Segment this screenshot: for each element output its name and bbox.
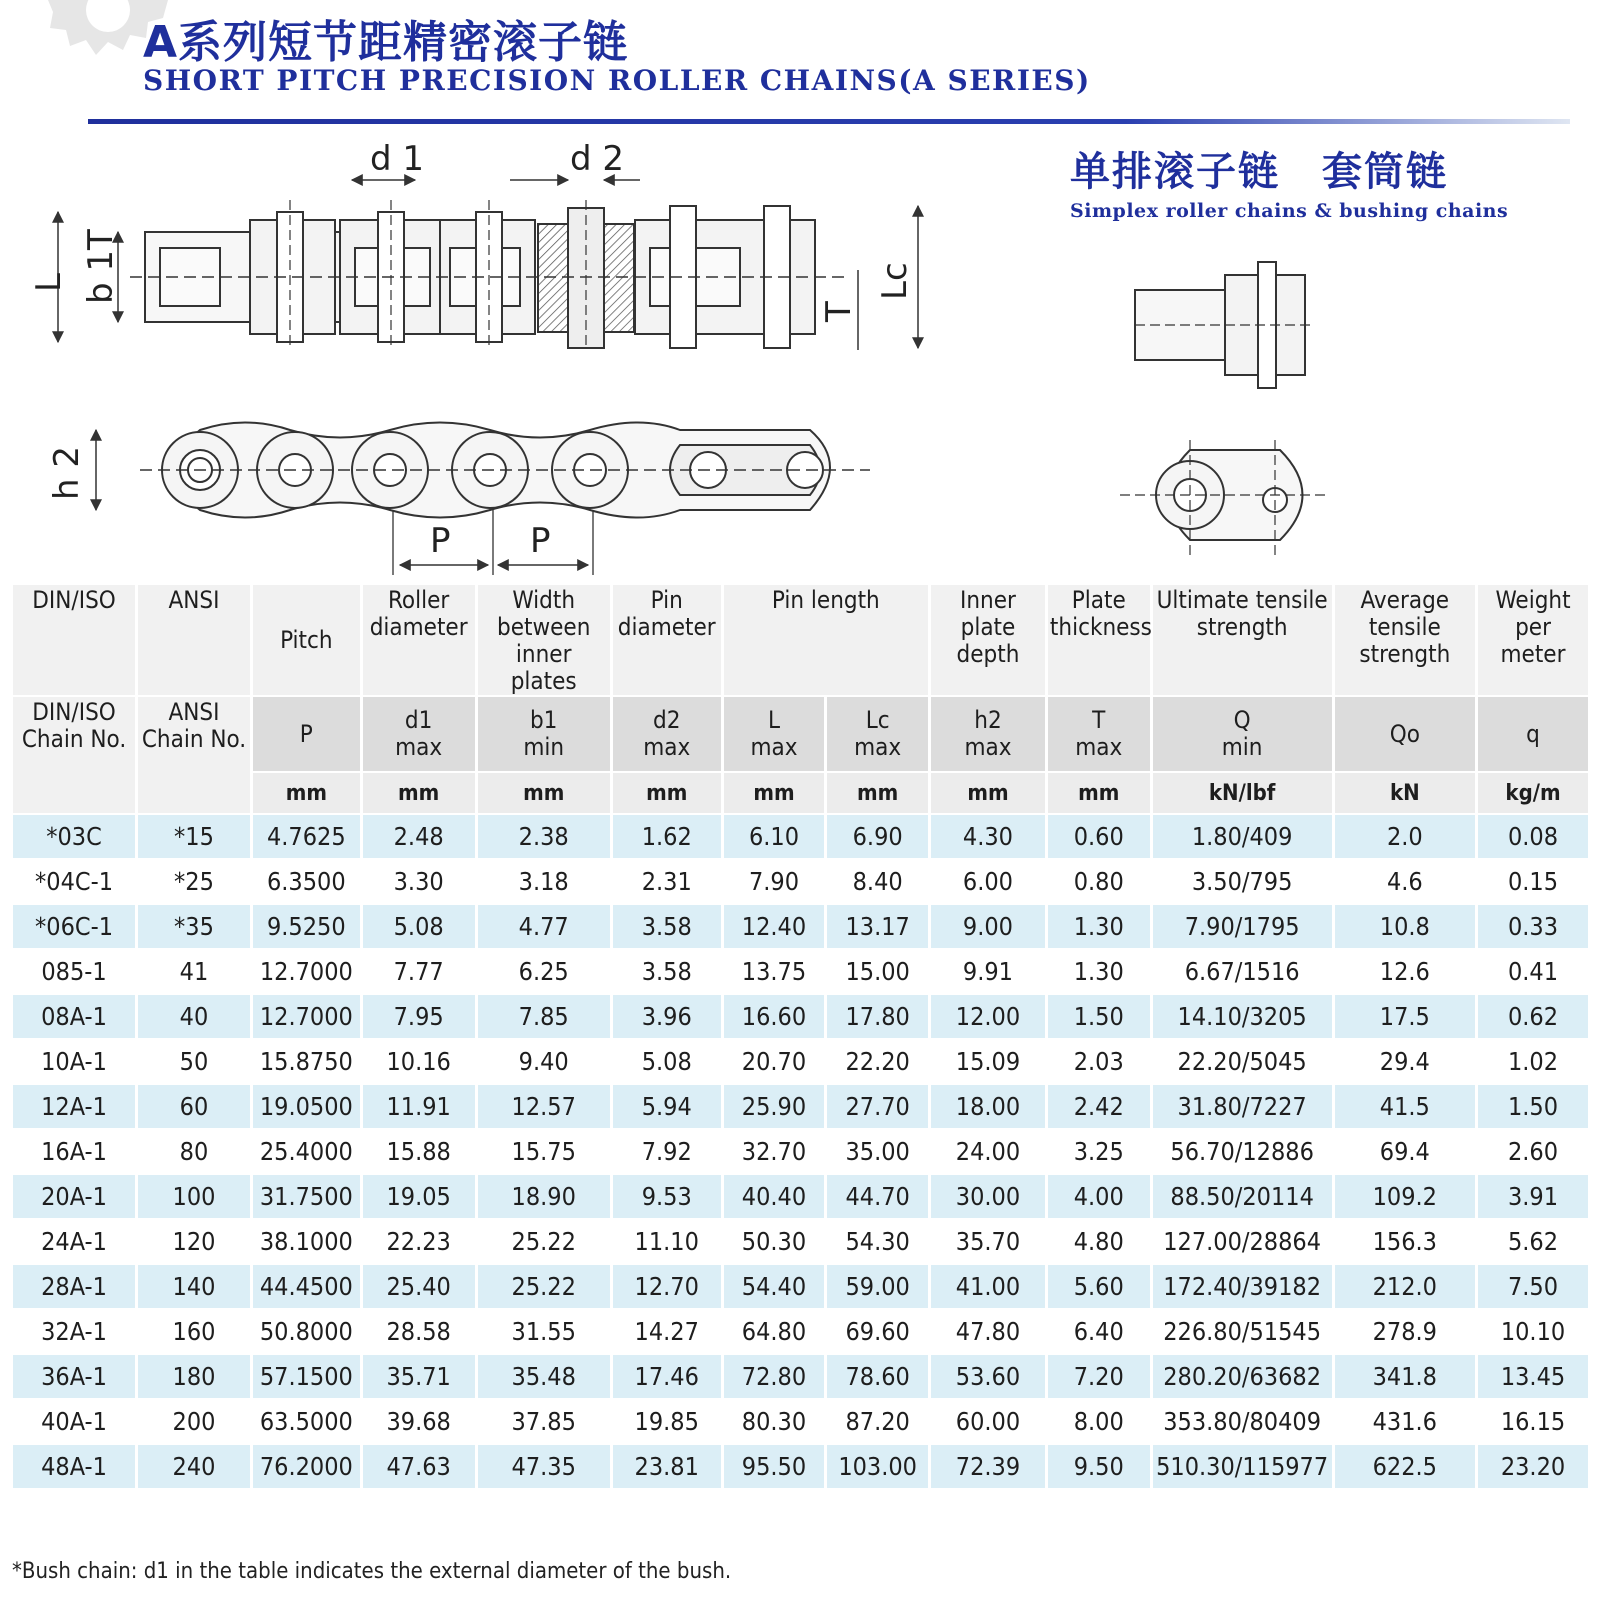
table-row <box>13 815 1588 858</box>
table-cell: 8.00 <box>1048 1400 1150 1443</box>
table-cell: 180 <box>138 1355 250 1398</box>
table-cell: 431.6 <box>1335 1400 1475 1443</box>
unit-cell: mm <box>827 773 928 813</box>
table-cell: 7.20 <box>1048 1355 1150 1398</box>
symbol-b1: b1 min <box>478 697 610 771</box>
table-cell: 5.62 <box>1478 1220 1588 1263</box>
label-L: L <box>29 273 69 292</box>
table-cell: 50 <box>138 1040 250 1083</box>
table-row <box>13 1400 1588 1443</box>
table-cell: 25.40 <box>363 1265 475 1308</box>
symbol-p: P <box>253 697 360 771</box>
table-cell: 23.81 <box>613 1445 721 1488</box>
table-cell: 32A-1 <box>13 1310 135 1353</box>
table-cell: 7.85 <box>478 995 610 1038</box>
header-pin-length: Pin length <box>724 585 928 695</box>
header-roller-diameter: Roller diameter <box>363 585 475 695</box>
table-cell: 278.9 <box>1335 1310 1475 1353</box>
table-cell: 9.5250 <box>253 905 360 948</box>
table-cell: 0.60 <box>1048 815 1150 858</box>
table-cell: 6.25 <box>478 950 610 993</box>
table-cell: 240 <box>138 1445 250 1488</box>
table-cell: 35.00 <box>827 1130 928 1173</box>
table-cell: 36A-1 <box>13 1355 135 1398</box>
table-cell: 25.22 <box>478 1265 610 1308</box>
table-cell: 9.40 <box>478 1040 610 1083</box>
table-cell: 7.90 <box>724 860 825 903</box>
table-cell: 47.35 <box>478 1445 610 1488</box>
table-cell: 40.40 <box>724 1175 825 1218</box>
table-cell: 87.20 <box>827 1400 928 1443</box>
table-row <box>13 905 1588 948</box>
table-cell: 19.85 <box>613 1400 721 1443</box>
header-pitch: Pitch <box>253 585 360 695</box>
symbol-Q: Q min <box>1153 697 1332 771</box>
table-cell: 18.90 <box>478 1175 610 1218</box>
header-row-names <box>13 585 1588 695</box>
table-row <box>13 995 1588 1038</box>
table-cell: 1.02 <box>1478 1040 1588 1083</box>
unit-cell: kN/lbf <box>1153 773 1332 813</box>
label-P-2: P <box>530 521 551 561</box>
unit-cell: mm <box>1048 773 1150 813</box>
table-cell: 5.08 <box>363 905 475 948</box>
table-cell: 9.00 <box>931 905 1045 948</box>
table-cell: 40A-1 <box>13 1400 135 1443</box>
unit-cell: mm <box>253 773 360 813</box>
table-cell: 48A-1 <box>13 1445 135 1488</box>
table-cell: 25.90 <box>724 1085 825 1128</box>
table-cell: 0.62 <box>1478 995 1588 1038</box>
table-cell: 41.00 <box>931 1265 1045 1308</box>
table-cell: 29.4 <box>1335 1040 1475 1083</box>
header-din-iso: DIN/ISO <box>13 585 135 695</box>
table-cell: 6.3500 <box>253 860 360 903</box>
label-h2: h 2 <box>47 446 87 500</box>
table-cell: 38.1000 <box>253 1220 360 1263</box>
symbol-d1: d1 max <box>363 697 475 771</box>
table-cell: 8.40 <box>827 860 928 903</box>
table-cell: 341.8 <box>1335 1355 1475 1398</box>
table-cell: 6.10 <box>724 815 825 858</box>
table-cell: 0.15 <box>1478 860 1588 903</box>
chain-spec-table <box>10 583 1591 1490</box>
table-cell: 5.08 <box>613 1040 721 1083</box>
table-cell: 1.30 <box>1048 950 1150 993</box>
table-cell: 41.5 <box>1335 1085 1475 1128</box>
page-title: A系列短节距精密滚子链 <box>143 17 629 68</box>
table-cell: 69.4 <box>1335 1130 1475 1173</box>
table-cell: 88.50/20114 <box>1153 1175 1332 1218</box>
table-cell: 2.60 <box>1478 1130 1588 1173</box>
page-title-english: SHORT PITCH PRECISION ROLLER CHAINS(A SERIES) <box>143 64 1091 97</box>
table-cell: 10.16 <box>363 1040 475 1083</box>
table-cell: 3.50/795 <box>1153 860 1332 903</box>
symbol-q: q <box>1478 697 1588 771</box>
table-cell: 9.53 <box>613 1175 721 1218</box>
table-cell: 212.0 <box>1335 1265 1475 1308</box>
symbol-d2: d2 max <box>613 697 721 771</box>
table-cell: 32.70 <box>724 1130 825 1173</box>
header-ultimate-tensile: Ultimate tensile strength <box>1153 585 1332 695</box>
table-cell: 54.30 <box>827 1220 928 1263</box>
table-cell: 31.55 <box>478 1310 610 1353</box>
table-cell: 280.20/63682 <box>1153 1355 1332 1398</box>
table-cell: 17.46 <box>613 1355 721 1398</box>
table-cell: 19.05 <box>363 1175 475 1218</box>
table-cell: 12.40 <box>724 905 825 948</box>
table-cell: 25.4000 <box>253 1130 360 1173</box>
table-cell: 20.70 <box>724 1040 825 1083</box>
table-cell: 63.5000 <box>253 1400 360 1443</box>
table-cell: 10.10 <box>1478 1310 1588 1353</box>
table-row <box>13 860 1588 903</box>
table-cell: 4.30 <box>931 815 1045 858</box>
table-cell: 53.60 <box>931 1355 1045 1398</box>
table-cell: 16A-1 <box>13 1130 135 1173</box>
table-cell: 80 <box>138 1130 250 1173</box>
table-cell: 7.77 <box>363 950 475 993</box>
table-cell: 120 <box>138 1220 250 1263</box>
table-cell: 13.75 <box>724 950 825 993</box>
section-subtitle-english: Simplex roller chains & bushing chains <box>1070 200 1509 222</box>
table-cell: 12.70 <box>613 1265 721 1308</box>
table-cell: 140 <box>138 1265 250 1308</box>
table-cell: 39.68 <box>363 1400 475 1443</box>
table-row <box>13 1265 1588 1308</box>
table-cell: 10.8 <box>1335 905 1475 948</box>
table-cell: 23.20 <box>1478 1445 1588 1488</box>
table-cell: 35.48 <box>478 1355 610 1398</box>
table-cell: 6.40 <box>1048 1310 1150 1353</box>
table-row <box>13 1175 1588 1218</box>
table-cell: 44.70 <box>827 1175 928 1218</box>
table-cell: 7.50 <box>1478 1265 1588 1308</box>
table-cell: 622.5 <box>1335 1445 1475 1488</box>
table-cell: 0.08 <box>1478 815 1588 858</box>
table-cell: 08A-1 <box>13 995 135 1038</box>
label-b1: b 1 <box>81 249 121 304</box>
table-cell: 2.31 <box>613 860 721 903</box>
header-average-tensile: Average tensile strength <box>1335 585 1475 695</box>
table-cell: 17.5 <box>1335 995 1475 1038</box>
header-pin-diameter: Pin diameter <box>613 585 721 695</box>
table-cell: 17.80 <box>827 995 928 1038</box>
table-cell: 7.92 <box>613 1130 721 1173</box>
table-cell: 19.0500 <box>253 1085 360 1128</box>
table-cell: 25.22 <box>478 1220 610 1263</box>
table-cell: *15 <box>138 815 250 858</box>
table-cell: 1.62 <box>613 815 721 858</box>
table-cell: 15.8750 <box>253 1040 360 1083</box>
table-cell: 76.2000 <box>253 1445 360 1488</box>
table-row <box>13 1220 1588 1263</box>
table-cell: 3.58 <box>613 905 721 948</box>
table-row <box>13 1130 1588 1173</box>
table-cell: 57.1500 <box>253 1355 360 1398</box>
table-cell: 12.7000 <box>253 995 360 1038</box>
table-cell: 15.88 <box>363 1130 475 1173</box>
table-body <box>13 815 1588 1488</box>
table-cell: 160 <box>138 1310 250 1353</box>
table-cell: 11.10 <box>613 1220 721 1263</box>
table-cell: 9.91 <box>931 950 1045 993</box>
unit-cell: mm <box>363 773 475 813</box>
table-cell: 72.39 <box>931 1445 1045 1488</box>
header-ansi: ANSI <box>138 585 250 695</box>
table-cell: 6.90 <box>827 815 928 858</box>
table-row <box>13 1085 1588 1128</box>
table-cell: 1.80/409 <box>1153 815 1332 858</box>
table-cell: 0.41 <box>1478 950 1588 993</box>
table-cell: 085-1 <box>13 950 135 993</box>
table-cell: 50.30 <box>724 1220 825 1263</box>
table-cell: 41 <box>138 950 250 993</box>
table-cell: 200 <box>138 1400 250 1443</box>
table-cell: 30.00 <box>931 1175 1045 1218</box>
table-row <box>13 950 1588 993</box>
label-d1: d 1 <box>370 139 425 179</box>
header-ansi-chain-no: ANSI Chain No. <box>138 697 250 813</box>
section-subtitle: 单排滚子链 套筒链 <box>1070 149 1448 195</box>
table-cell: 12.00 <box>931 995 1045 1038</box>
symbol-Lc: Lc max <box>827 697 928 771</box>
unit-cell: mm <box>931 773 1045 813</box>
table-cell: 14.10/3205 <box>1153 995 1332 1038</box>
table-cell: 5.60 <box>1048 1265 1150 1308</box>
table-cell: 103.00 <box>827 1445 928 1488</box>
unit-cell: mm <box>478 773 610 813</box>
header-width-between: Width between inner plates <box>478 585 610 695</box>
table-cell: 3.30 <box>363 860 475 903</box>
table-row <box>13 1445 1588 1488</box>
table-cell: 27.70 <box>827 1085 928 1128</box>
table-cell: 4.00 <box>1048 1175 1150 1218</box>
table-cell: *04C-1 <box>13 860 135 903</box>
table-row <box>13 1310 1588 1353</box>
label-T-left: T <box>81 229 121 250</box>
title-divider <box>88 119 1570 124</box>
unit-cell: mm <box>613 773 721 813</box>
chain-technical-drawing <box>0 130 1601 580</box>
table-cell: 35.71 <box>363 1355 475 1398</box>
symbol-L: L max <box>724 697 825 771</box>
table-cell: 510.30/115977 <box>1153 1445 1332 1488</box>
table-cell: *35 <box>138 905 250 948</box>
table-cell: 15.75 <box>478 1130 610 1173</box>
table-cell: 1.50 <box>1048 995 1150 1038</box>
label-T-right: T <box>819 301 859 322</box>
unit-cell: mm <box>724 773 825 813</box>
table-cell: 15.09 <box>931 1040 1045 1083</box>
label-d2: d 2 <box>570 139 625 179</box>
table-cell: 80.30 <box>724 1400 825 1443</box>
table-cell: 4.7625 <box>253 815 360 858</box>
table-cell: 69.60 <box>827 1310 928 1353</box>
table-cell: 14.27 <box>613 1310 721 1353</box>
table-cell: 7.90/1795 <box>1153 905 1332 948</box>
table-cell: 1.50 <box>1478 1085 1588 1128</box>
table-cell: 60 <box>138 1085 250 1128</box>
footnote: *Bush chain: d1 in the table indicates the external diameter of the bush. <box>12 1559 732 1584</box>
table-cell: 64.80 <box>724 1310 825 1353</box>
table-cell: 11.91 <box>363 1085 475 1128</box>
table-cell: 95.50 <box>724 1445 825 1488</box>
table-cell: 13.17 <box>827 905 928 948</box>
table-cell: 24A-1 <box>13 1220 135 1263</box>
table-cell: 3.58 <box>613 950 721 993</box>
table-cell: 44.4500 <box>253 1265 360 1308</box>
header-weight-per-meter: Weight per meter <box>1478 585 1588 695</box>
unit-cell: kg/m <box>1478 773 1588 813</box>
table-cell: 16.15 <box>1478 1400 1588 1443</box>
table-cell: 9.50 <box>1048 1445 1150 1488</box>
table-cell: 10A-1 <box>13 1040 135 1083</box>
table-cell: 156.3 <box>1335 1220 1475 1263</box>
table-cell: 28A-1 <box>13 1265 135 1308</box>
table-cell: 60.00 <box>931 1400 1045 1443</box>
table-cell: 12.57 <box>478 1085 610 1128</box>
table-row <box>13 1355 1588 1398</box>
table-cell: *06C-1 <box>13 905 135 948</box>
table-cell: 12.7000 <box>253 950 360 993</box>
table-cell: 12A-1 <box>13 1085 135 1128</box>
table-cell: 3.25 <box>1048 1130 1150 1173</box>
symbol-Q0: Qo <box>1335 697 1475 771</box>
table-cell: 4.6 <box>1335 860 1475 903</box>
table-cell: 40 <box>138 995 250 1038</box>
table-cell: 22.23 <box>363 1220 475 1263</box>
table-cell: 47.63 <box>363 1445 475 1488</box>
table-cell: 3.91 <box>1478 1175 1588 1218</box>
header-inner-plate-depth: Inner plate depth <box>931 585 1045 695</box>
table-cell: 127.00/28864 <box>1153 1220 1332 1263</box>
table-cell: 24.00 <box>931 1130 1045 1173</box>
table-cell: 3.96 <box>613 995 721 1038</box>
table-cell: 31.7500 <box>253 1175 360 1218</box>
table-cell: 100 <box>138 1175 250 1218</box>
table-cell: 3.18 <box>478 860 610 903</box>
table-cell: 54.40 <box>724 1265 825 1308</box>
symbol-h2: h2 max <box>931 697 1045 771</box>
table-cell: 2.0 <box>1335 815 1475 858</box>
table-cell: 6.67/1516 <box>1153 950 1332 993</box>
table-cell: 18.00 <box>931 1085 1045 1128</box>
header-plate-thickness: Plate thickness <box>1048 585 1150 695</box>
table-cell: 12.6 <box>1335 950 1475 993</box>
table-cell: 15.00 <box>827 950 928 993</box>
label-P-1: P <box>430 521 451 561</box>
table-cell: 4.80 <box>1048 1220 1150 1263</box>
table-cell: 16.60 <box>724 995 825 1038</box>
table-cell: 7.95 <box>363 995 475 1038</box>
table-cell: 4.77 <box>478 905 610 948</box>
table-cell: 226.80/51545 <box>1153 1310 1332 1353</box>
table-cell: 172.40/39182 <box>1153 1265 1332 1308</box>
table-cell: 31.80/7227 <box>1153 1085 1332 1128</box>
header-row-symbols <box>13 697 1588 771</box>
header-din-iso-chain-no: DIN/ISO Chain No. <box>13 697 135 813</box>
table-cell: 5.94 <box>613 1085 721 1128</box>
table-cell: 59.00 <box>827 1265 928 1308</box>
table-cell: 22.20/5045 <box>1153 1040 1332 1083</box>
table-cell: *25 <box>138 860 250 903</box>
table-cell: 50.8000 <box>253 1310 360 1353</box>
table-cell: 47.80 <box>931 1310 1045 1353</box>
table-cell: 353.80/80409 <box>1153 1400 1332 1443</box>
table-cell: 2.38 <box>478 815 610 858</box>
table-row <box>13 1040 1588 1083</box>
label-Lc: Lc <box>875 262 915 300</box>
symbol-T: T max <box>1048 697 1150 771</box>
table-cell: 78.60 <box>827 1355 928 1398</box>
table-cell: 56.70/12886 <box>1153 1130 1332 1173</box>
table-cell: 37.85 <box>478 1400 610 1443</box>
table-cell: 0.80 <box>1048 860 1150 903</box>
table-cell: 22.20 <box>827 1040 928 1083</box>
table-cell: 72.80 <box>724 1355 825 1398</box>
table-cell: 2.42 <box>1048 1085 1150 1128</box>
table-cell: 35.70 <box>931 1220 1045 1263</box>
table-cell: 109.2 <box>1335 1175 1475 1218</box>
table-cell: 2.03 <box>1048 1040 1150 1083</box>
table-cell: 1.30 <box>1048 905 1150 948</box>
table-cell: *03C <box>13 815 135 858</box>
table-cell: 2.48 <box>363 815 475 858</box>
table-cell: 13.45 <box>1478 1355 1588 1398</box>
table-cell: 28.58 <box>363 1310 475 1353</box>
table-cell: 6.00 <box>931 860 1045 903</box>
table-cell: 20A-1 <box>13 1175 135 1218</box>
table-cell: 0.33 <box>1478 905 1588 948</box>
unit-cell: kN <box>1335 773 1475 813</box>
